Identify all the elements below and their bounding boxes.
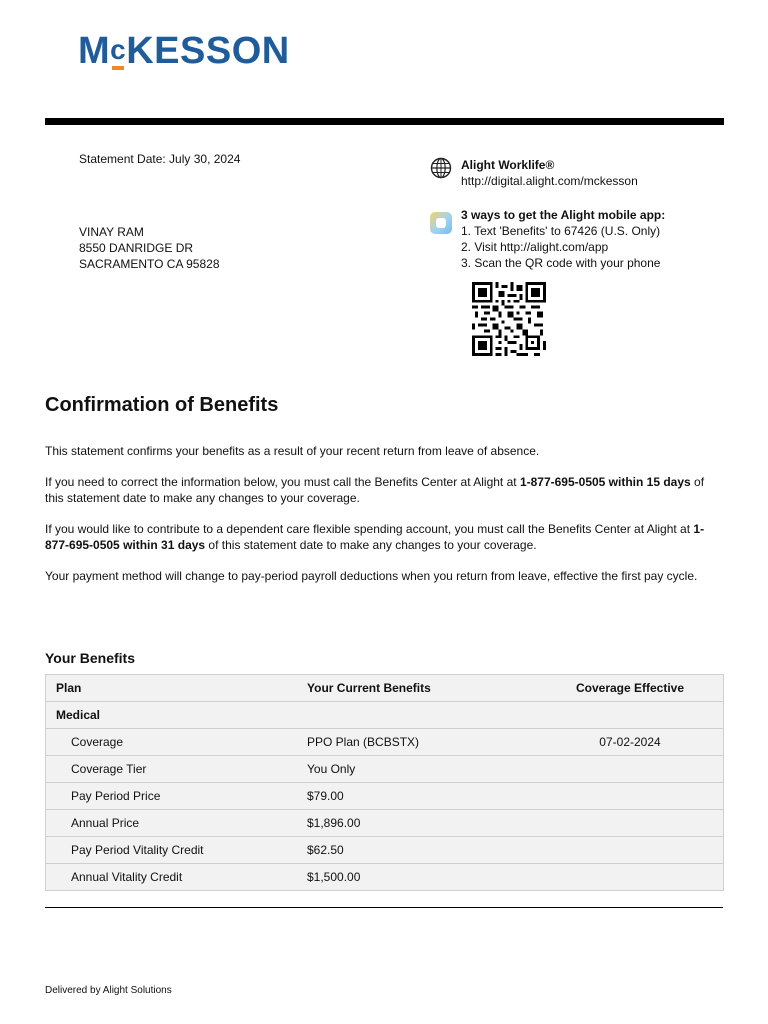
row-value: PPO Plan (BCBSTX) [307,729,537,756]
row-label: Annual Price [46,810,308,837]
alight-app-icon [430,212,452,234]
worklife-title: Alight Worklife® [461,158,555,172]
row-effective [537,864,724,891]
address-street: 8550 DANRIDGE DR [79,241,194,255]
table-row [46,729,724,756]
mckesson-logo: Mc KESSON [78,30,290,72]
table-row [46,864,724,891]
row-label: Pay Period Price [46,783,308,810]
col-current-benefits: Your Current Benefits [307,675,537,702]
row-value: $1,896.00 [307,810,537,837]
mailing-address [79,224,220,272]
globe-icon [430,157,452,179]
app-title: 3 ways to get the Alight mobile app: [461,208,666,222]
row-effective [537,810,724,837]
address-city: SACRAMENTO CA 95828 [79,257,220,271]
row-value: $62.50 [307,837,537,864]
benefits-heading: Your Benefits [45,650,135,666]
address-name: VINAY RAM [79,225,144,239]
table-row [46,810,724,837]
table-row [46,783,724,810]
row-effective [537,756,724,783]
col-coverage-effective: Coverage Effective [537,675,724,702]
app-step-1: 1. Text 'Benefits' to 67426 (U.S. Only) [461,224,661,238]
table-row [46,837,724,864]
row-label: Coverage [46,729,308,756]
row-value: You Only [307,756,537,783]
fsa-paragraph: If you would like to contribute to a dependent care flexible spending account, you must call the Benefits Center at Alight at 1-877-695-0505 within 31 days of this statement date to make any changes to your coverage. [45,522,705,552]
footer-rule [45,907,723,908]
worklife-url[interactable]: http://digital.alight.com/mckesson [461,174,638,188]
fsa-phone-deadline: 1-877-695-0505 within 31 days [45,522,705,552]
col-plan: Plan [46,675,308,702]
table-header-row [46,675,724,702]
payment-paragraph: Your payment method will change to pay-period payroll deductions when you return from leave, effective the first pay cycle. [45,569,698,583]
app-instructions [461,207,665,271]
intro-paragraph: This statement confirms your benefits as a result of your recent return from leave of absence. [45,444,540,458]
statement-date: Statement Date: July 30, 2024 [79,152,241,166]
row-effective [537,783,724,810]
row-effective: 07-02-2024 [537,729,724,756]
footer-text: Delivered by Alight Solutions [45,985,172,996]
row-value: $1,500.00 [307,864,537,891]
row-label: Pay Period Vitality Credit [46,837,308,864]
app-step-3: 3. Scan the QR code with your phone [461,256,661,270]
app-step-2: 2. Visit http://alight.com/app [461,240,609,254]
page-title: Confirmation of Benefits [45,394,279,416]
worklife-block [461,157,638,189]
correction-phone-deadline: 1-877-695-0505 within 15 days [519,475,691,489]
table-row [46,756,724,783]
header-rule [45,118,724,125]
section-row-medical [46,702,724,729]
benefits-table [45,674,724,891]
row-label: Coverage Tier [46,756,308,783]
row-label: Annual Vitality Credit [46,864,308,891]
row-value: $79.00 [307,783,537,810]
qr-code-icon [472,281,546,357]
row-effective [537,837,724,864]
correction-paragraph: If you need to correct the information below, you must call the Benefits Center at Alight at 1-877-695-0505 within 15 days of this statement date to make any changes to your coverage. [45,475,705,505]
section-label: Medical [46,702,308,729]
